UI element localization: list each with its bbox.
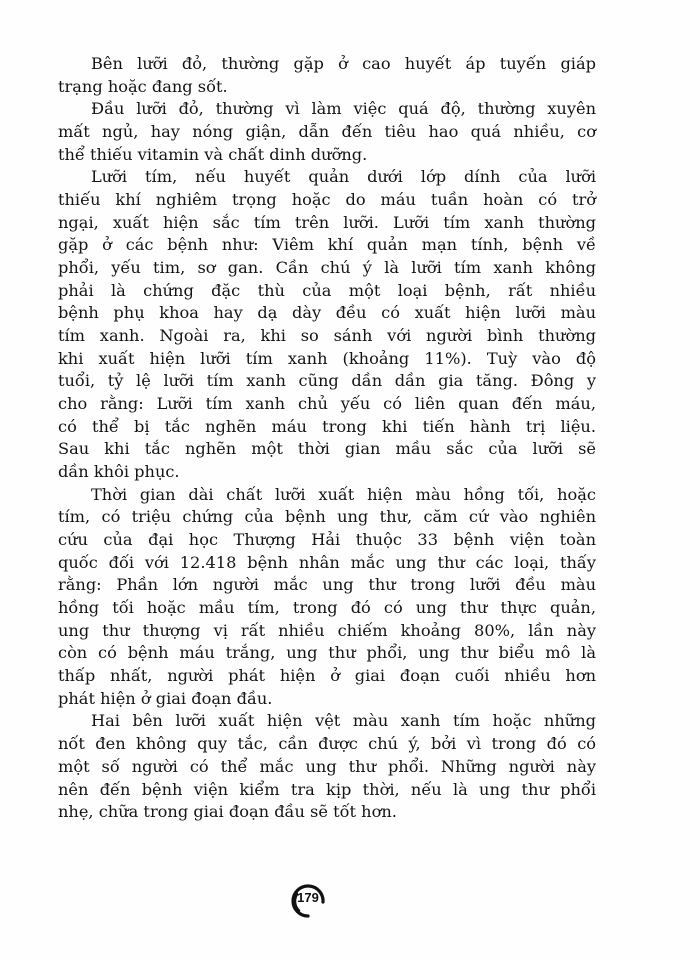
text-line: gặp ở các bệnh như: Viêm khí quản mạn tính, bệnh về xyxy=(58,235,596,255)
text-line: cứu của đại học Thượng Hải thuộc 33 bệnh viện toàn xyxy=(58,530,596,550)
text-line: hồng tối hoặc mầu tím, trong đó có ung thư thực quản, xyxy=(58,598,596,618)
text-line: tím, có triệu chứng của bệnh ung thư, căm cứ vào nghiên xyxy=(58,507,596,527)
text-line: thiếu khí nghiêm trọng hoặc do máu tuần hoàn có trở xyxy=(58,190,596,210)
paragraph xyxy=(58,53,596,98)
text-line: quốc đối với 12.418 bệnh nhân mắc ung thư các loại, thấy xyxy=(58,552,596,572)
text-line: Bên lưỡi đỏ, thường gặp ở cao huyết áp tuyến giáp xyxy=(91,54,596,73)
text-line: tuổi, tỷ lệ lưỡi tím xanh cũng dần dần gia tăng. Đông y xyxy=(58,371,596,391)
page-number-badge xyxy=(286,878,330,922)
text-line: có thể bị tắc nghẽn máu trong khi tiến hành trị liệu. xyxy=(58,416,596,436)
text-line: phải là chứng đặc thù của một loại bệnh, rất nhiều xyxy=(58,280,596,300)
text-line: một số người có thể mắc ung thư phổi. Những người này xyxy=(58,756,596,776)
text-line: bệnh phụ khoa hay dạ dày đều có xuất hiện lưỡi màu xyxy=(58,303,596,323)
text-line: phổi, yếu tim, sơ gan. Cần chú ý là lưỡi tím xanh không xyxy=(58,258,596,278)
text-line: thể thiếu vitamin và chất dinh dưỡng. xyxy=(58,144,368,164)
text-line: thấp nhất, người phát hiện ở giai đoạn cuối nhiều hơn xyxy=(58,666,596,686)
text-line: ngại, xuất hiện sắc tím trên lưỡi. Lưỡi tím xanh thường xyxy=(58,212,596,232)
text-line: Đầu lưỡi đỏ, thường vì làm việc quá độ, thường xuyên xyxy=(91,99,596,119)
text-line: nhẹ, chữa trong giai đoạn đầu sẽ tốt hơn. xyxy=(58,802,397,822)
text-line: khi xuất hiện lưỡi tím xanh (khoảng 11%). Tuỳ vào độ xyxy=(58,348,596,368)
text-line: cho rằng: Lưỡi tím xanh chủ yếu có liên quan đến máu, xyxy=(58,394,596,414)
text-line: nốt đen không quy tắc, cần được chú ý, bởi vì trong đó có xyxy=(58,734,596,754)
text-line: còn có bệnh máu trắng, ung thư phổi, ung thư biểu mô là xyxy=(58,643,596,663)
paragraph xyxy=(58,484,596,711)
text-line: tím xanh. Ngoài ra, khi so sánh với người bình thường xyxy=(58,326,596,346)
text-line: trạng hoặc đang sốt. xyxy=(58,76,228,96)
text-line: Sau khi tắc nghẽn một thời gian mầu sắc của lưỡi sẽ xyxy=(58,439,596,459)
paragraph xyxy=(58,166,596,483)
text-line: Thời gian dài chất lưỡi xuất hiện màu hồng tối, hoặc xyxy=(91,484,596,504)
paragraph xyxy=(58,98,596,166)
text-line: rằng: Phần lớn người mắc ung thư trong lưỡi đều màu xyxy=(58,575,596,595)
page-number: 179 xyxy=(297,890,319,905)
text-line: ung thư thượng vị rất nhiều chiếm khoảng 80%, lần này xyxy=(58,620,596,640)
text-line: nên đến bệnh viện kiểm tra kịp thời, nếu là ung thư phổi xyxy=(58,779,596,799)
text-line: phát hiện ở giai đoạn đầu. xyxy=(58,688,273,708)
paragraph xyxy=(58,710,596,823)
text-line: Hai bên lưỡi xuất hiện vệt màu xanh tím hoặc những xyxy=(91,711,596,731)
text-line: Lưỡi tím, nếu huyết quản dưới lớp dính của lưỡi xyxy=(91,167,596,187)
text-line: dần khôi phục. xyxy=(58,462,180,482)
text-line: mất ngủ, hay nóng giận, dẫn đến tiêu hao quá nhiều, cơ xyxy=(58,122,596,142)
body-text xyxy=(58,53,596,824)
